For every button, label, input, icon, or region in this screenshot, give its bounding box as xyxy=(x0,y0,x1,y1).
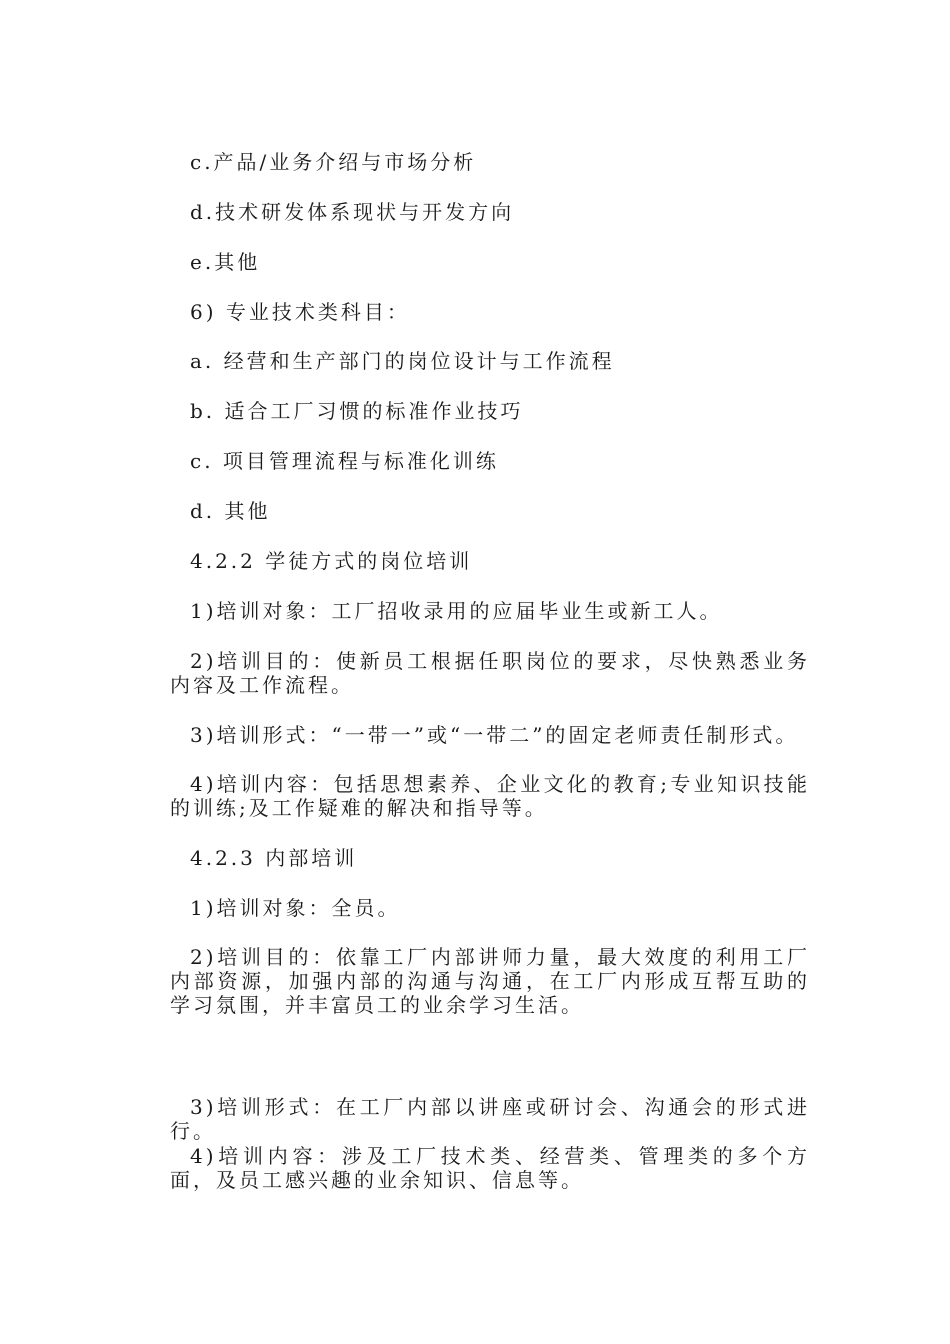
section-heading-6: 6) 专业技术类科目： xyxy=(190,300,410,324)
list-item-b-skills: b. 适合工厂习惯的标准作业技巧 xyxy=(190,399,524,423)
paragraph-internal-purpose: 2)培训目的：依靠工厂内部讲师力量，最大效度的利用工厂内部资源，加强内部的沟通与沟通，在工厂内形成互帮互助的学习氛围，并丰富员工的业余学习生活。 xyxy=(170,945,810,1017)
paragraph-apprentice-content: 4)培训内容：包括思想素养、企业文化的教育;专业知识技能的训练;及工作疑难的解决和指导等。 xyxy=(170,772,810,820)
paragraph-internal-form: 3)培训形式：在工厂内部以讲座或研讨会、沟通会的形式进行。 xyxy=(170,1095,810,1143)
paragraph-internal-target: 1)培训对象：全员。 xyxy=(190,896,401,920)
paragraph-apprentice-purpose: 2)培训目的：使新员工根据任职岗位的要求，尽快熟悉业务内容及工作流程。 xyxy=(170,649,810,697)
list-item-d-tech: d.技术研发体系现状与开发方向 xyxy=(190,200,515,224)
list-item-e-other: e.其他 xyxy=(190,250,261,274)
section-heading-4-2-2: 4.2.2 学徒方式的岗位培训 xyxy=(190,549,473,573)
section-heading-4-2-3: 4.2.3 内部培训 xyxy=(190,846,358,870)
paragraph-apprentice-form: 3)培训形式：“一带一”或“一带二”的固定老师责任制形式。 xyxy=(190,723,799,747)
paragraph-apprentice-target: 1)培训对象：工厂招收录用的应届毕业生或新工人。 xyxy=(190,599,723,623)
list-item-c-project: c. 项目管理流程与标准化训练 xyxy=(190,449,499,473)
list-item-d-other: d. 其他 xyxy=(190,499,271,523)
paragraph-internal-content: 4)培训内容：涉及工厂技术类、经营类、管理类的多个方面，及员工感兴趣的业余知识、信息等。 xyxy=(170,1144,810,1192)
list-item-a-design: a. 经营和生产部门的岗位设计与工作流程 xyxy=(190,349,615,373)
list-item-c-product: c.产品/业务介绍与市场分析 xyxy=(190,150,477,174)
